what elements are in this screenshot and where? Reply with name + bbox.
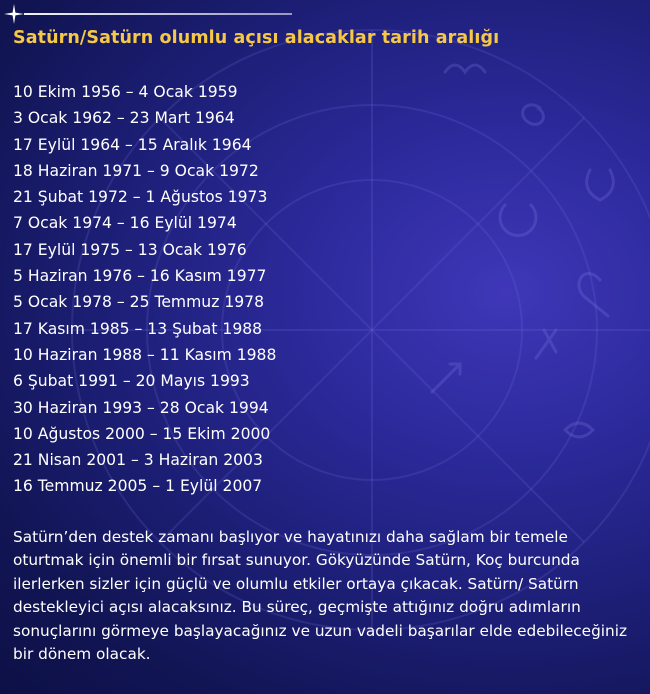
date-range-item: 17 Kasım 1985 – 13 Şubat 1988 bbox=[13, 319, 263, 338]
description-paragraph: Satürn’den destek zamanı başlıyor ve hayatınızı daha sağlam bir temele oturtmak için önemli bir fırsat sunuyor. Gökyüzünde Satürn, Koç burcunda ilerlerken sizler için güçlü ve olumlu etkiler ortaya çıkacak. Satürn/ Satürn destekleyici açısı alacaksınız. Bu süreç, geçmişte attığınız doğru adımların sonuçlarını görmeye başlayacağınız ve uzun vadeli başarılar elde edebileceğiniz bir dönem olacak. bbox=[13, 528, 628, 664]
date-range-item: 21 Nisan 2001 – 3 Haziran 2003 bbox=[13, 451, 263, 470]
page-title: Satürn/Satürn olumlu açısı alacaklar tarih aralığı bbox=[13, 28, 500, 48]
date-range-item: 6 Şubat 1991 – 20 Mayıs 1993 bbox=[13, 372, 250, 391]
date-range-item: 7 Ocak 1974 – 16 Eylül 1974 bbox=[13, 214, 237, 233]
date-range-item: 5 Ocak 1978 – 25 Temmuz 1978 bbox=[13, 293, 265, 312]
date-range-item: 30 Haziran 1993 – 28 Ocak 1994 bbox=[13, 398, 269, 417]
date-range-item: 18 Haziran 1971 – 9 Ocak 1972 bbox=[13, 161, 259, 180]
date-range-item: 21 Şubat 1972 – 1 Ağustos 1973 bbox=[13, 188, 268, 207]
date-range-item: 5 Haziran 1976 – 16 Kasım 1977 bbox=[13, 267, 267, 286]
date-range-item: 17 Eylül 1975 – 13 Ocak 1976 bbox=[13, 240, 247, 259]
decorative-divider bbox=[24, 13, 292, 15]
date-range-list bbox=[13, 79, 276, 500]
date-range-item: 16 Temmuz 2005 – 1 Eylül 2007 bbox=[13, 477, 263, 496]
date-range-item: 10 Ekim 1956 – 4 Ocak 1959 bbox=[13, 83, 238, 101]
date-range-item: 17 Eylül 1964 – 15 Aralık 1964 bbox=[13, 135, 252, 154]
date-range-item: 10 Ağustos 2000 – 15 Ekim 2000 bbox=[13, 424, 271, 443]
date-range-item: 10 Haziran 1988 – 11 Kasım 1988 bbox=[13, 345, 277, 364]
sparkle-icon bbox=[3, 3, 25, 25]
date-range-item: 3 Ocak 1962 – 23 Mart 1964 bbox=[13, 109, 235, 128]
